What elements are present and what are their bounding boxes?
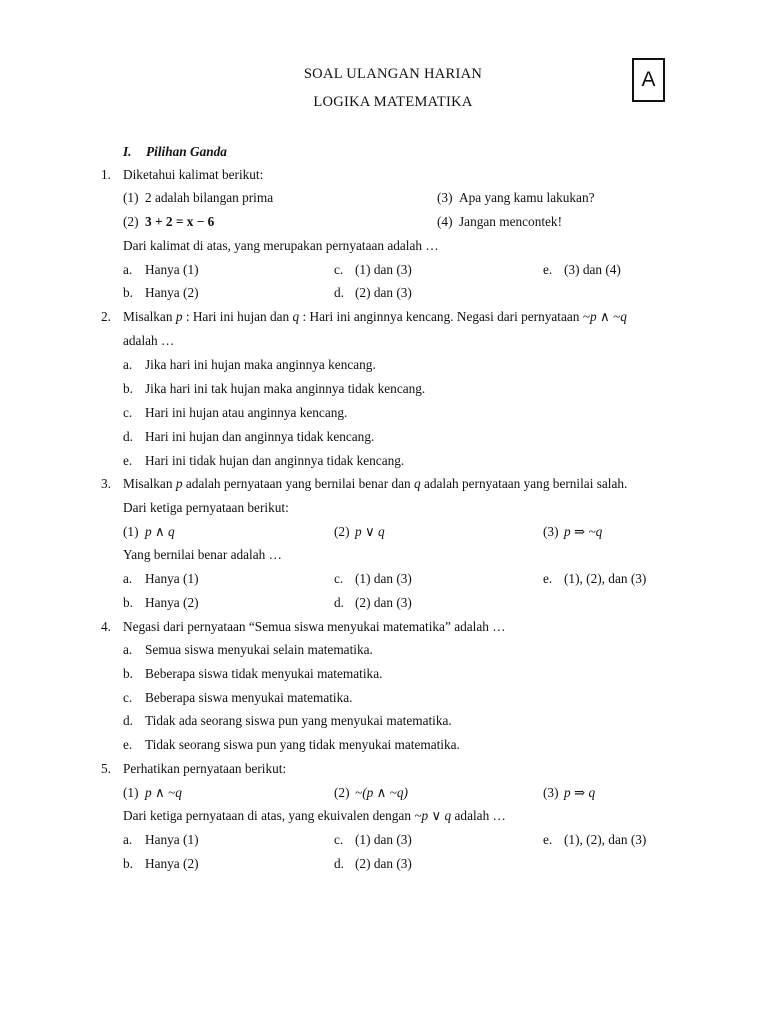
option-label[interactable]: c. [123,690,133,705]
option-text[interactable]: Jika hari ini tak hujan maka anginnya tidak kencang. [145,381,426,396]
version-label: A [641,68,656,91]
question-stem: Perhatikan pernyataan berikut: [123,761,287,776]
statement-label: (2) [334,524,350,539]
exam-subject: LOGIKA MATEMATIKA [313,94,473,110]
option-text[interactable]: Hanya (1) [145,571,199,586]
statement-label: (4) [437,214,453,229]
option-text[interactable]: Beberapa siswa menyukai matematika. [145,690,353,705]
question-number: 5. [101,761,111,776]
option-label[interactable]: e. [543,832,553,847]
option-label[interactable]: e. [123,737,133,752]
option-text[interactable]: Jika hari ini hujan maka anginnya kencang. [145,357,376,372]
prompt-text: Dari ketiga pernyataan di atas, yang ekuivalen dengan [123,808,411,823]
variable-q: q [292,309,300,324]
prompt-text: adalah … [454,808,506,823]
option-text[interactable]: Hari ini hujan dan anginnya tidak kencang. [145,429,375,444]
math-expression: p ⇒ q [564,785,596,800]
option-text[interactable]: Hari ini tidak hujan dan anginnya tidak kencang. [145,453,405,468]
stem-text: : Hari ini anginnya kencang. Negasi dari pernyataan [302,309,580,324]
stem-text: Misalkan [123,476,173,491]
statement-label: (1) [123,524,139,539]
option-text[interactable]: Tidak ada seorang siswa pun yang menyukai matematika. [145,713,452,728]
option-label[interactable]: c. [334,571,344,586]
math-expression: p ⇒ ~q [564,524,603,539]
option-text[interactable]: Tidak seorang siswa pun yang tidak menyukai matematika. [145,737,460,752]
question-number: 3. [101,476,111,491]
option-text[interactable]: Hanya (2) [145,285,199,300]
statement-text: Jangan mencontek! [459,214,563,229]
statement-text: Apa yang kamu lakukan? [459,190,595,205]
option-label[interactable]: e. [543,571,553,586]
question-number: 2. [101,309,111,324]
option-text[interactable]: Beberapa siswa tidak menyukai matematika. [145,666,383,681]
option-text[interactable]: Hanya (1) [145,832,199,847]
statement-label: (2) [334,785,350,800]
statement-label: (3) [543,524,559,539]
option-text[interactable]: Hanya (1) [145,262,199,277]
exam-title: SOAL ULANGAN HARIAN [303,66,483,82]
option-text[interactable]: (3) dan (4) [564,262,621,277]
option-text[interactable]: (1), (2), dan (3) [564,571,647,586]
question-stem [123,309,627,325]
option-text[interactable]: Hari ini hujan atau anginnya kencang. [145,405,348,420]
option-label[interactable]: d. [334,595,344,610]
option-label[interactable]: a. [123,571,133,586]
question-stem: Negasi dari pernyataan “Semua siswa menyukai matematika” adalah … [123,619,506,634]
option-label[interactable]: b. [123,381,133,396]
option-label[interactable]: a. [123,262,133,277]
option-label[interactable]: d. [334,285,344,300]
option-text[interactable]: (2) dan (3) [355,856,412,871]
option-label[interactable]: c. [123,405,133,420]
section-number: I. [123,144,132,159]
option-text[interactable]: (2) dan (3) [355,595,412,610]
stem-text: : Hari ini hujan dan [185,309,290,324]
option-label[interactable]: d. [123,713,133,728]
option-label[interactable]: a. [123,357,133,372]
section-heading [123,144,227,160]
option-label[interactable]: a. [123,642,133,657]
math-expression: ~p ∧ ~q [582,309,627,324]
option-label[interactable]: b. [123,666,133,681]
question-stem-continued: Dari ketiga pernyataan berikut: [123,500,289,515]
variable-p: p [175,309,183,324]
version-box [632,58,665,102]
variable-q: q [413,476,421,491]
statement-label: (1) [123,785,139,800]
option-text[interactable]: (2) dan (3) [355,285,412,300]
question-prompt [123,808,506,824]
option-label[interactable]: d. [123,429,133,444]
question-stem [123,476,627,492]
question-number: 4. [101,619,111,634]
option-label[interactable]: b. [123,285,133,300]
math-expression: ~(p ∧ ~q) [355,785,408,800]
stem-text: adalah pernyataan yang bernilai salah. [423,476,628,491]
question-number: 1. [101,167,111,182]
question-stem: Diketahui kalimat berikut: [123,167,264,182]
math-expression: p ∧ ~q [145,785,182,800]
statement-label: (2) [123,214,139,229]
question-prompt: Yang bernilai benar adalah … [123,547,282,562]
option-label[interactable]: a. [123,832,133,847]
question-stem-continued: adalah … [123,333,175,348]
statement-label: (3) [543,785,559,800]
math-expression: ~p ∨ q [414,808,452,823]
stem-text: Misalkan [123,309,173,324]
option-text[interactable]: (1) dan (3) [355,832,412,847]
question-prompt: Dari kalimat di atas, yang merupakan pernyataan adalah … [123,238,439,253]
option-text[interactable]: (1) dan (3) [355,571,412,586]
math-expression: p ∧ q [145,524,175,539]
option-label[interactable]: d. [334,856,344,871]
option-label[interactable]: b. [123,595,133,610]
math-expression: p ∨ q [355,524,385,539]
option-label[interactable]: e. [543,262,553,277]
option-label[interactable]: e. [123,453,133,468]
variable-p: p [175,476,183,491]
option-text[interactable]: (1), (2), dan (3) [564,832,647,847]
section-title: Pilihan Ganda [146,144,227,159]
stem-text: adalah pernyataan yang bernilai benar dan [185,476,411,491]
option-label[interactable]: c. [334,832,344,847]
option-label[interactable]: b. [123,856,133,871]
option-text[interactable]: (1) dan (3) [355,262,412,277]
option-text[interactable]: Semua siswa menyukai selain matematika. [145,642,373,657]
option-text[interactable]: Hanya (2) [145,856,199,871]
math-expression: 3 + 2 = x − 6 [145,214,215,229]
statement-label: (3) [437,190,453,205]
statement-text: 2 adalah bilangan prima [145,190,274,205]
statement-label: (1) [123,190,139,205]
option-text[interactable]: Hanya (2) [145,595,199,610]
option-label[interactable]: c. [334,262,344,277]
